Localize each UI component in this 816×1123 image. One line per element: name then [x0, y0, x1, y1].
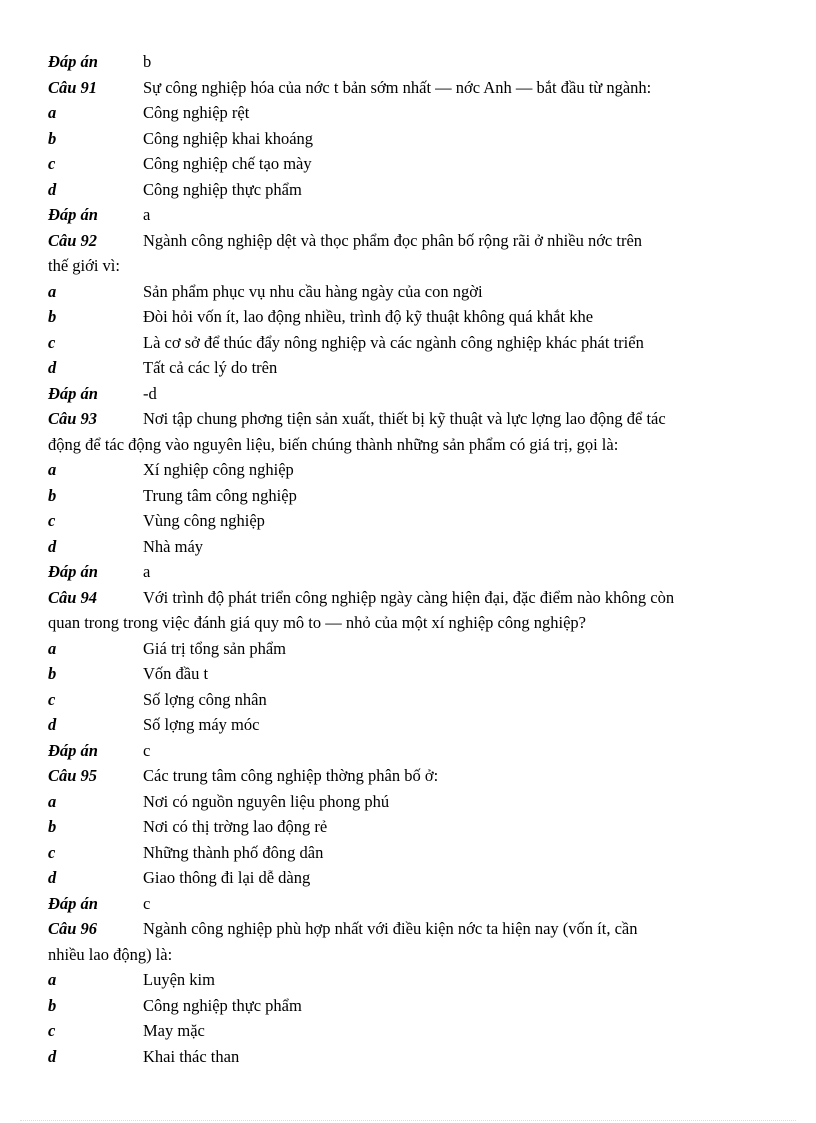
- option-letter: c: [48, 154, 56, 173]
- option-line: [48, 840, 768, 866]
- option-letter: b: [48, 817, 57, 836]
- question-line: [48, 763, 768, 789]
- question-text-continued: động để tác động vào nguyên liệu, biến chúng thành những sản phẩm có giá trị, gọi là:: [48, 434, 619, 454]
- question-text-continued: quan trong trong việc đánh giá quy mô to — nhỏ của một xí nghiệp công nghiệp?: [48, 613, 586, 632]
- question-number: Câu 94: [48, 587, 98, 607]
- option-line: [48, 126, 768, 152]
- question-number: Câu 93: [48, 409, 98, 428]
- answer-line: [48, 49, 768, 75]
- answer-line: [48, 381, 768, 407]
- option-text: Công nghiệp rệt: [143, 103, 250, 122]
- option-letter: b: [48, 664, 57, 683]
- option-line: [48, 483, 768, 509]
- option-text: Luyện kim: [143, 970, 215, 989]
- option-line: [48, 304, 768, 330]
- option-letter: c: [48, 842, 56, 862]
- option-text: May mặc: [143, 1021, 205, 1040]
- option-letter: b: [48, 307, 57, 326]
- option-text: Vốn đầu t: [143, 664, 209, 683]
- option-line: [48, 279, 768, 305]
- option-text: Tất cả các lý do trên: [143, 358, 278, 377]
- option-line: [48, 712, 768, 738]
- option-line: [48, 100, 768, 126]
- option-line: [48, 687, 768, 713]
- option-text: Số lợng máy móc: [143, 715, 260, 734]
- option-line: [48, 1018, 768, 1044]
- answer-line: [48, 891, 768, 917]
- option-text: Nơi có thị trờng lao động rẻ: [143, 817, 328, 836]
- option-line: [48, 814, 768, 840]
- option-text: Đòi hỏi vốn ít, lao động nhiều, trình độ kỹ thuật không quá khắt khe: [143, 307, 594, 326]
- option-text: Công nghiệp chế tạo mày: [143, 154, 312, 173]
- option-letter: c: [48, 689, 56, 709]
- option-text: Nhà máy: [143, 536, 204, 556]
- option-line: [48, 1044, 768, 1070]
- option-text: Giá trị tổng sản phẩm: [143, 638, 286, 658]
- question-text-continued: thế giới vì:: [48, 256, 120, 275]
- answer-label: Đáp án: [48, 205, 98, 224]
- question-line: [48, 228, 768, 254]
- option-text: Giao thông đi lại dễ dàng: [143, 868, 311, 887]
- option-letter: a: [48, 460, 57, 479]
- option-letter: a: [48, 791, 57, 811]
- answer-label: Đáp án: [48, 562, 98, 581]
- answer-value: c: [143, 740, 151, 760]
- answer-label: Đáp án: [48, 893, 98, 913]
- document-body: [48, 49, 768, 1069]
- option-letter: d: [48, 179, 57, 199]
- option-line: [48, 457, 768, 483]
- option-line: [48, 151, 768, 177]
- question-text: Nơi tập chung phơng tiện sản xuất, thiết bị kỹ thuật và lực lợng lao động để tác: [143, 409, 666, 428]
- question-number: Câu 92: [48, 230, 98, 250]
- option-text: Những thành phố đông dân: [143, 842, 324, 862]
- option-line: [48, 661, 768, 687]
- option-text: Khai thác than: [143, 1046, 240, 1066]
- option-letter: c: [48, 332, 56, 352]
- answer-line: [48, 202, 768, 228]
- option-text: Công nghiệp thực phẩm: [143, 995, 302, 1015]
- option-text: Vùng công nghiệp: [143, 511, 265, 530]
- option-line: [48, 177, 768, 203]
- question-line: [48, 406, 768, 432]
- answer-label: Đáp án: [48, 52, 98, 71]
- answer-value: -d: [143, 383, 157, 403]
- question-text-continued: nhiều lao động) là:: [48, 944, 173, 964]
- answer-line: [48, 559, 768, 585]
- option-text: Xí nghiệp công nghiệp: [143, 460, 294, 479]
- option-text: Trung tâm công nghiệp: [143, 485, 297, 505]
- option-line: [48, 789, 768, 815]
- answer-value: c: [143, 893, 151, 913]
- option-letter: b: [48, 128, 57, 148]
- answer-line: [48, 738, 768, 764]
- question-text: Các trung tâm công nghiệp thờng phân bố ở:: [143, 766, 439, 785]
- option-letter: d: [48, 868, 57, 887]
- option-text: Công nghiệp thực phẩm: [143, 179, 302, 199]
- question-text: Với trình độ phát triển công nghiệp ngày càng hiện đại, đặc điểm nào không còn: [143, 587, 675, 607]
- answer-value: a: [143, 205, 151, 224]
- option-letter: a: [48, 281, 57, 301]
- answer-value: a: [143, 562, 151, 581]
- option-letter: d: [48, 358, 57, 377]
- option-letter: c: [48, 1021, 56, 1040]
- option-letter: d: [48, 715, 57, 734]
- option-line: [48, 993, 768, 1019]
- answer-label: Đáp án: [48, 383, 98, 403]
- option-line: [48, 967, 768, 993]
- option-text: Công nghiệp khai khoáng: [143, 128, 314, 148]
- option-letter: d: [48, 1046, 57, 1066]
- option-text: Nơi có nguồn nguyên liệu phong phú: [143, 791, 390, 811]
- option-line: [48, 865, 768, 891]
- option-text: Sản phẩm phục vụ nhu cầu hàng ngày của con ngời: [143, 281, 483, 301]
- option-letter: a: [48, 103, 57, 122]
- question-line: [48, 75, 768, 101]
- option-letter: a: [48, 638, 57, 658]
- option-line: [48, 508, 768, 534]
- option-line: [48, 534, 768, 560]
- answer-label: Đáp án: [48, 740, 98, 760]
- option-line: [48, 636, 768, 662]
- question-number: Câu 91: [48, 77, 98, 97]
- question-text: Ngành công nghiệp dệt và thọc phẩm đọc phân bố rộng rãi ở nhiều nớc trên: [143, 230, 643, 250]
- page-bottom-rule: [20, 1120, 796, 1121]
- question-number: Câu 95: [48, 766, 98, 785]
- option-text: Là cơ sở để thúc đẩy nông nghiệp và các ngành công nghiệp khác phát triển: [143, 332, 644, 352]
- option-letter: b: [48, 485, 57, 505]
- option-line: [48, 355, 768, 381]
- option-letter: c: [48, 511, 56, 530]
- question-line: [48, 916, 768, 942]
- option-text: Số lợng công nhân: [143, 689, 267, 709]
- question-text: Sự công nghiệp hóa của nớc t bản sớm nhất — nớc Anh — bắt đầu từ ngành:: [143, 77, 652, 97]
- option-letter: b: [48, 995, 57, 1015]
- answer-value: b: [143, 52, 152, 71]
- option-letter: d: [48, 536, 57, 556]
- question-line: [48, 585, 768, 611]
- option-line: [48, 330, 768, 356]
- option-letter: a: [48, 970, 57, 989]
- question-text: Ngành công nghiệp phù hợp nhất với điều kiện nớc ta hiện nay (vốn ít, cần: [143, 919, 638, 938]
- question-number: Câu 96: [48, 919, 98, 938]
